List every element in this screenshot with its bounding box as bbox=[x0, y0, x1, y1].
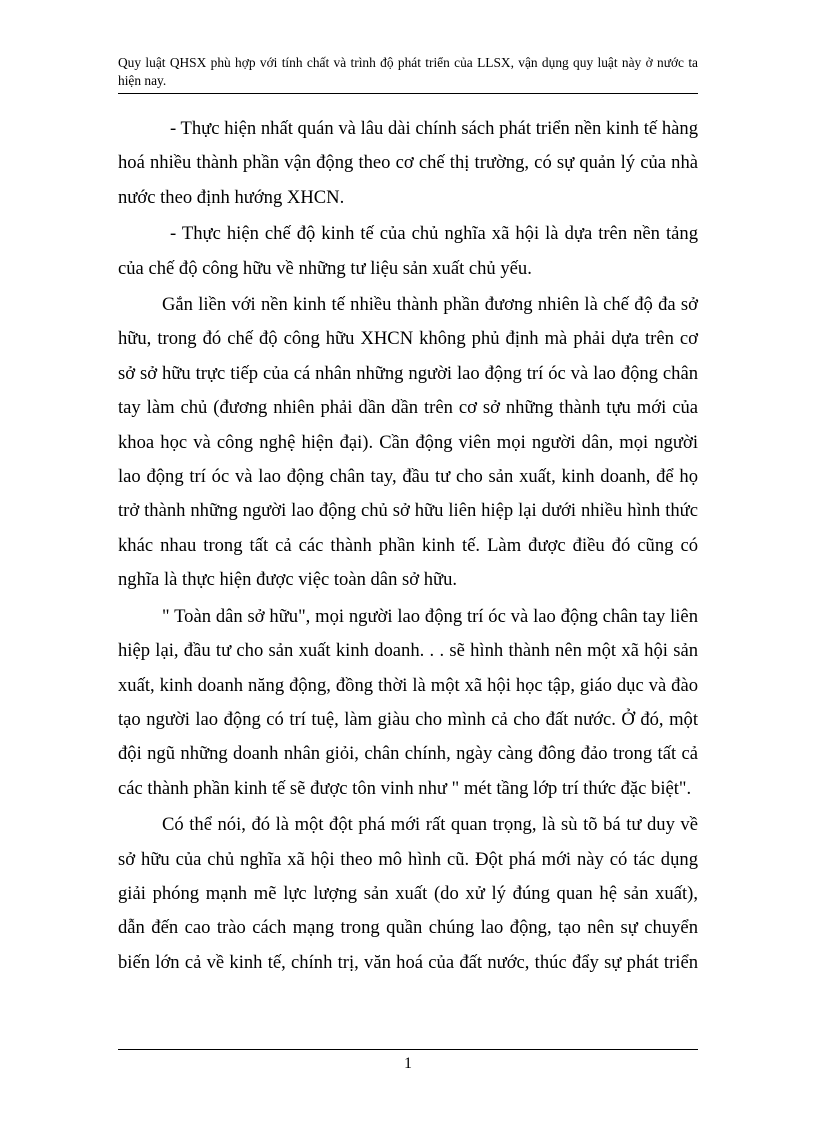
paragraph-public-ownership: - Thực hiện chế độ kinh tế của chủ nghĩa xã hội là dựa trên nền tảng của chế độ công hữu về những tư liệu sản xuất chủ yếu. bbox=[118, 223, 698, 279]
running-header: Quy luật QHSX phù hợp với tính chất và trình độ phát triển của LLSX, vận dụng quy luật này ở nước ta hiện nay. bbox=[118, 55, 698, 88]
paragraph-policy-commodity-economy: - Thực hiện nhất quán và lâu dài chính sách phát triển nền kinh tế hàng hoá nhiều thành phần vận động theo cơ chế thị trường, có sự quản lý của nhà nước theo định hướng XHCN. bbox=[118, 118, 698, 208]
page-number: 1 bbox=[404, 1055, 412, 1072]
body-text bbox=[118, 112, 698, 982]
header-divider bbox=[118, 93, 698, 94]
paragraph-people-ownership: " Toàn dân sở hữu", mọi người lao động trí óc và lao động chân tay liên hiệp lại, đầu tư cho sản xuất kinh doanh. . . sẽ hình thành nên một xã hội sản xuất, kinh doanh năng động, đồng thời là một xã hội học tập, giáo dục và đào tạo người lao động có trí tuệ, làm giàu cho mình cả cho đất nước. Ở đó, một đội ngũ những doanh nhân giỏi, chân chính, ngày càng đông đảo trong tất cả các thành phần kinh tế sẽ được tôn vinh như " mét tầng lớp trí thức đặc biệt". bbox=[118, 605, 698, 799]
paragraph-breakthrough: Có thể nói, đó là một đột phá mới rất quan trọng, là sù tõ bá tư duy về sở hữu của chủ nghĩa xã hội theo mô hình cũ. Đột phá mới này có tác dụng giải phóng mạnh mẽ lực lượng sản xuất (do xử lý đúng quan hệ sản xuất), dẫn đến cao trào cách mạng trong quần chúng lao động, tạo nên sự chuyển biến lớn cả về kinh tế, chính trị, văn hoá của đất nước, thúc đẩy sự phát triển bbox=[118, 814, 698, 973]
paragraph-multi-ownership: Gắn liền với nền kinh tế nhiều thành phần đương nhiên là chế độ đa sở hữu, trong đó chế độ công hữu XHCN không phủ định mà phải dựa trên cơ sở sở hữu trực tiếp của cá nhân những người lao động trí óc và lao động chân tay làm chủ (đương nhiên phải dần dần trên cơ sở những thành tựu mới của khoa học và công nghệ hiện đại). Cần động viên mọi người dân, mọi người lao động trí óc và lao động chân tay, đầu tư cho sản xuất, kinh doanh, để họ trở thành những người lao động chủ sở hữu liên hiệp lại dưới nhiều hình thức khác nhau trong tất cả các thành phần kinh tế. Làm được điều đó cũng có nghĩa là thực hiện được việc toàn dân sở hữu. bbox=[118, 294, 698, 591]
footer-divider bbox=[118, 1049, 698, 1050]
